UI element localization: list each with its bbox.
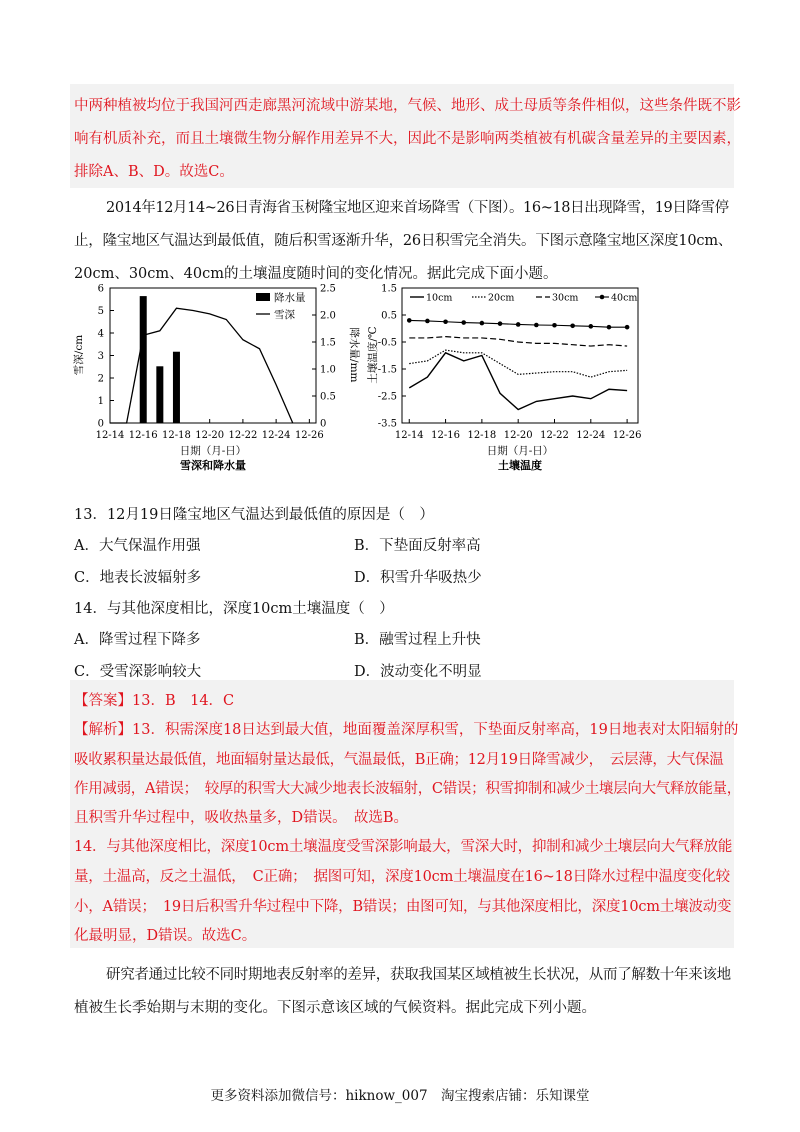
legend-precip-swatch — [256, 293, 270, 301]
outro-line: 研究者通过比较不同时期地表反射率的差异，获取我国某区域植被生长状况，从而了解数十年来该地 — [106, 967, 731, 983]
q13-option-a[interactable]: A．大气保温作用强 — [74, 538, 201, 554]
intro-line: 止，隆宝地区气温达到最低值，随后积雪逐渐升华，26日积雪完全消失。下图示意隆宝地区深度10cm、 — [74, 233, 733, 249]
y2-tick-label: 0.5 — [320, 391, 336, 403]
series-point-40cm — [534, 323, 539, 328]
analysis14-line: 化最明显，D错误。故选C。 — [74, 928, 257, 944]
series-point-40cm — [498, 321, 503, 326]
y-tick-label: 0 — [97, 418, 104, 430]
y-tick-label: -2.5 — [377, 391, 397, 403]
series-point-40cm — [516, 322, 521, 327]
precip-bar — [156, 366, 163, 423]
y2-tick-label: 1.5 — [320, 337, 336, 349]
x-tick-label: 12-20 — [195, 430, 225, 441]
x-tick-label: 12-20 — [503, 430, 533, 441]
footer: 更多资料添加微信号：hiknow_007 淘宝搜索店铺：乐知课堂 — [210, 1088, 590, 1104]
q13-option-b[interactable]: B．下垫面反射率高 — [354, 538, 481, 554]
chart-title: 土壤温度 — [498, 459, 542, 472]
y-tick-label: 0.5 — [381, 310, 397, 322]
outro-line: 植被生长季始期与末期的变化。下图示意该区域的气候资料。据此完成下列小题。 — [74, 1000, 596, 1016]
analysis13-text: 13．积需深度18日达到最大值，地面覆盖深厚积雪，下垫面反射率高，19日地表对太阳辐射的 — [132, 722, 739, 738]
x-tick-label: 12-18 — [467, 430, 497, 441]
precip-bar — [173, 352, 180, 423]
series-line-20cm — [409, 350, 627, 377]
y2-axis-label: 降水量/mm — [348, 327, 360, 383]
series-point-40cm — [589, 324, 594, 329]
x-tick-label: 12-14 — [394, 430, 424, 441]
y-tick-label: 3 — [97, 351, 104, 362]
series-point-40cm — [570, 324, 575, 329]
analysis-tag: 【解析】 — [74, 722, 132, 738]
series-point-40cm — [443, 319, 448, 324]
y-tick-label: -3.5 — [377, 418, 397, 430]
y-tick-label: -1.5 — [377, 364, 397, 376]
y-tick-label: -0.5 — [377, 337, 397, 349]
y-tick-label: 5 — [97, 306, 104, 317]
x-tick-label: 12-22 — [228, 430, 258, 441]
series-point-40cm — [480, 321, 485, 326]
x-tick-label: 12-22 — [540, 430, 569, 441]
snow-depth-line — [110, 308, 293, 423]
x-axis-label: 日期（月-日） — [486, 445, 554, 457]
x-tick-label: 12-18 — [162, 430, 191, 441]
y-tick-label: 1.5 — [381, 283, 397, 295]
x-axis-label: 日期（月-日） — [179, 445, 247, 457]
top-explanation-line: 排除A、B、D。故选C。 — [74, 164, 234, 180]
series-point-40cm — [407, 318, 412, 323]
q14-option-b[interactable]: B．融雪过程上升快 — [354, 632, 481, 648]
y2-tick-label: 2.5 — [320, 283, 336, 295]
legend-label-40cm: 40cm — [611, 292, 638, 304]
series-line-30cm — [409, 337, 627, 346]
y-tick-label: 1 — [97, 396, 104, 407]
top-explanation-line: 中两种植被均位于我国河西走廊黑河流域中游某地，气候、地形、成土母质等条件相似，这些条件既不影 — [74, 98, 741, 114]
intro-line: 20cm、30cm、40cm的土壤温度随时间的变化情况。据此完成下面小题。 — [74, 266, 558, 282]
x-tick-label: 12-14 — [95, 430, 125, 441]
series-point-40cm — [425, 319, 430, 324]
x-tick-label: 12-26 — [612, 430, 642, 441]
top-explanation-line: 响有机质补充，而且土壤微生物分解作用差异不大，因此不是影响两类植被有机碳含量差异的主要因素， — [74, 131, 741, 147]
q14-option-a[interactable]: A．降雪过程下降多 — [74, 632, 201, 648]
plot-frame — [402, 288, 638, 423]
y2-tick-label: 2.0 — [320, 310, 336, 322]
legend-marker-40cm — [600, 295, 605, 300]
intro-line: 2014年12月14~26日青海省玉树隆宝地区迎来首场降雪（下图）。16~18日出现降雪，19日降雪停 — [106, 200, 729, 216]
x-tick-label: 12-16 — [128, 430, 158, 441]
y2-tick-label: 0 — [320, 418, 327, 430]
analysis14-line: 14．与其他深度相比，深度10cm土壤温度受雪深影响最大，雪深大时，抑制和减少土壤层向大气释放能 — [74, 839, 733, 855]
series-point-40cm — [552, 323, 557, 328]
analysis13-line: 吸收累积量达最低值，地面辐射量达最低，气温最低，B正确；12月19日降雪减少， 云层薄，大气保温 — [74, 752, 724, 768]
analysis14-line: 量，土温高，反之土温低， C正确； 据图可知，深度10cm土壤温度在16~18日降水过程中温度变化较 — [74, 869, 730, 885]
legend-label-30cm: 30cm — [552, 292, 579, 304]
q13-option-d[interactable]: D．积雪升华吸热少 — [354, 570, 482, 586]
q14-option-c[interactable]: C．受雪深影响较大 — [74, 664, 202, 680]
x-tick-label: 12-26 — [294, 430, 324, 441]
analysis13-line — [74, 718, 739, 739]
analysis13-line: 作用减弱，A错误； 较厚的积雪大大减少地表长波辐射，C错误；积雪抑制和减少土壤层向大气释放能量， — [74, 781, 741, 797]
chart-title: 雪深和降水量 — [180, 459, 246, 472]
y-axis-label: 土壤温度/℃ — [367, 326, 379, 384]
answer-text: 13．B 14．C — [132, 693, 235, 709]
series-point-40cm — [625, 325, 630, 330]
x-tick-label: 12-24 — [576, 430, 606, 441]
q13-option-c[interactable]: C．地表长波辐射多 — [74, 570, 202, 586]
soil-temp-chart — [360, 280, 650, 476]
q14-option-d[interactable]: D．波动变化不明显 — [354, 664, 482, 680]
x-tick-label: 12-16 — [431, 430, 460, 441]
answer-line — [74, 689, 730, 710]
answer-tag: 【答案】 — [74, 693, 132, 709]
y2-tick-label: 1.0 — [320, 364, 336, 376]
y-tick-label: 2 — [97, 373, 104, 385]
y-tick-label: 4 — [97, 328, 104, 340]
legend-snow-label: 雪深 — [274, 309, 295, 321]
series-line-10cm — [409, 353, 627, 410]
series-point-40cm — [461, 320, 466, 325]
analysis14-line: 小，A错误； 19日后积雪升华过程中下降，B错误；由图可知，与其他深度相比，深度10cm土壤波动变 — [74, 899, 732, 915]
q13-stem: 13．12月19日隆宝地区气温达到最低值的原因是（ ） — [74, 507, 434, 523]
x-tick-label: 12-24 — [261, 430, 291, 441]
precip-bar — [140, 296, 147, 423]
legend-precip-label: 降水量 — [274, 292, 306, 304]
q14-stem: 14．与其他深度相比，深度10cm土壤温度（ ） — [74, 601, 394, 617]
series-point-40cm — [607, 325, 612, 330]
legend-label-20cm: 20cm — [488, 292, 515, 304]
snow-precip-chart — [60, 280, 360, 476]
y-tick-label: 6 — [97, 283, 104, 295]
y-axis-label: 雪深/cm — [73, 334, 85, 376]
analysis13-line: 且积雪升华过程中，吸收热量多，D错误。 故选B。 — [74, 810, 409, 826]
legend-label-10cm: 10cm — [426, 292, 453, 304]
